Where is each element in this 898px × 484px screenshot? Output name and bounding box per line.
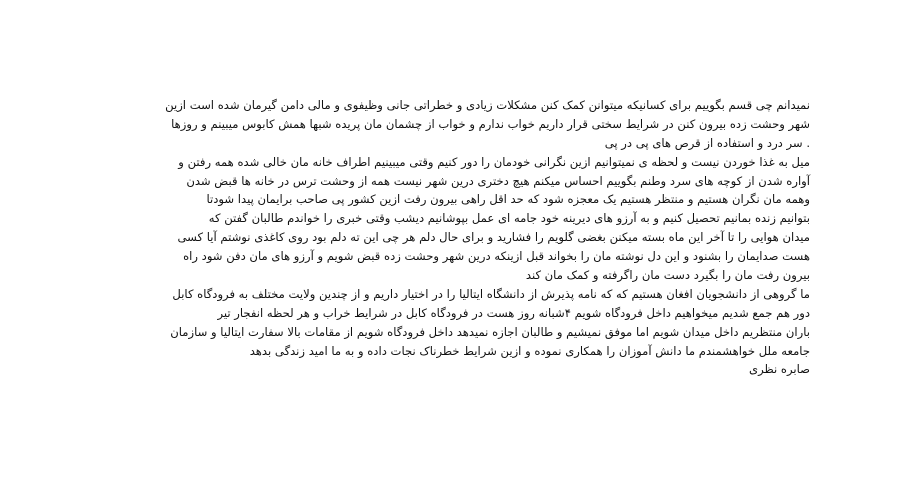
letter-line-8: میدان هوایی را تا آخر این ماه بسته میکنن بغضی گلویم را فشارید و برای حال دلم هر چی این ته دلم بود روی کاغذی نوشتم آیا کسی — [177, 230, 810, 245]
letter-line-7: بتوانیم زنده بمانیم تحصیل کنیم و به آرزو های دیرینه خود جامه ای عمل بپوشانیم دیشب وقتی خبری را خواندم طالبان گفتن که — [208, 211, 810, 226]
letter-line-4: میل به غذا خوردن نیست و لحظه ی نمیتوانیم ازین نگرانی خودمان را دور کنیم وقتی میبینیم اطراف خانه مان خالی شده همه رفتن و — [178, 154, 810, 169]
letter-line-2: شهر وحشت زده بیرون کنن در شرایط سختی قرار داریم خواب ندارم و خواب از چشمان مان پریده شبها همش کابوس میبینم و روزها — [171, 116, 810, 131]
letter-line-13: باران منتظریم داخل میدان شویم اما موفق نمیشیم و طالبان اجازه نمیدهد داخل فرودگاه شویم از مقامات بالا سفارت ایتالیا و سازمان — [170, 324, 810, 339]
letter-line-11: ما گروهی از دانشجویان افغان هستیم که که نامه پذیرش از دانشگاه ایتالیا را در اختیار داریم و از چندین ولایت مختلف به فرودگاه کابل — [172, 286, 810, 301]
letter-line-5: آواره شدن از کوچه های سرد وطنم بگوییم احساس میکنم هیچ دختری درین شهر نیست همه از وحشت ترس در خانه ها قبض شدن — [186, 173, 810, 188]
letter-signature: صابره نظری — [749, 362, 810, 377]
letter-line-1: نمیدانم چی قسم بگوییم برای کسانیکه میتوانن کمک کنن مشکلات زیادی و خطراتی جانی وظیفوی و مالی دامن گیرمان شده است ازین — [165, 98, 810, 112]
letter-line-3: . سر درد و استفاده از قرص های پی در پی — [604, 135, 810, 150]
letter-body — [80, 96, 810, 379]
letter-line-6: وهمه مان نگران هستیم و منتظر هستیم یک معجزه شود که حد اقل راهی بیرون رفت ازین کشور پی صاحب برایمان پیدا شودتا — [206, 192, 810, 207]
letter-line-10: بیرون رفت مان را بگیرد دست مان راگرفته و کمک مان کند — [525, 268, 810, 283]
letter-line-14: جامعه ملل خواهشمندم ما دانش آموزان را همکاری نموده و ازین شرایط خطرناک نجات داده و به ما امید زندگی بدهد — [249, 343, 810, 358]
letter-line-12: دور هم جمع شدیم میخواهیم داخل فرودگاه شویم ۴شبانه روز هست در فرودگاه کابل در شرایط خراب و هر لحظه انفجار تیر — [217, 305, 810, 320]
letter-line-9: هست صدایمان را بشنود و این دل نوشته مان را بخواند قبل ازینکه درین شهر وحشت زده قبض شویم و آرزو های مان دفن شود راه — [183, 249, 810, 264]
